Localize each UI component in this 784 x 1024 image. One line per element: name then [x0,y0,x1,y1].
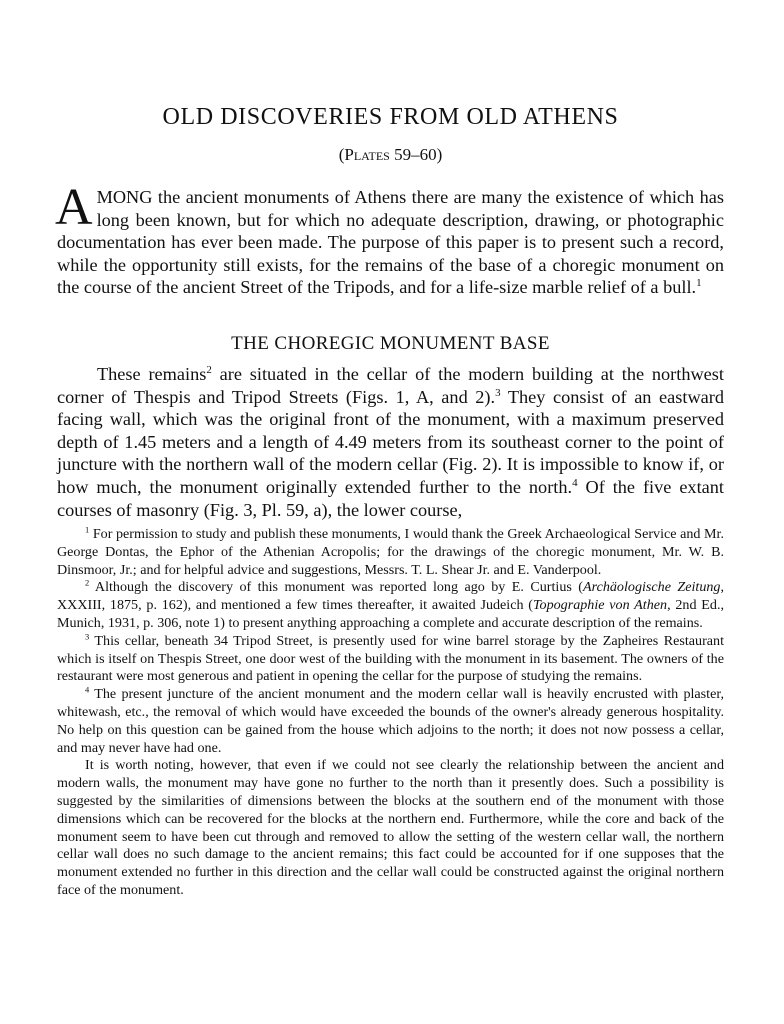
footnote-text-4: The present juncture of the ancient monument and the modern cellar wall is heavily encrusted with plaster, whitewash, etc., the removal of which would have exceeded the bounds of the owner's already generous hospitality. No help on this question can be gained from the house which adjoins to the north; it does not now possess a cellar, and may never have had one. [57,686,724,756]
footnote-2-text-b: , XXXIII, 1875, p. 162), and mentioned a few times thereafter, it awaited Judeich ( [57,579,724,614]
footnote-ref-2[interactable]: 2 [206,363,212,376]
plates-label: Plates [344,145,390,164]
article-title: OLD DISCOVERIES FROM OLD ATHENS [162,104,619,130]
footnotes [57,526,724,900]
plates-close-paren: ) [436,145,443,164]
footnote-number-3: 3 [85,631,90,642]
intro-paragraph [55,179,724,299]
footnote-2 [57,579,724,632]
footnote-2-text-a: Although the discovery of this monument was reported long ago by E. Curtius ( [89,579,584,596]
plates-reference [57,145,724,165]
choregic-text-3: They consist of an eastward facing wall, which was the original front of the monument, with a maximum preserved depth of 1.45 meters and a length of 4.49 meters from its southeast corner to the point of juncture with the northern wall of the modern cellar (Fig. 2). It is impossible to know if, or how much, the monument originally extended further to the north. [57,386,724,497]
footnote-4 [57,686,724,757]
footnote-number-1: 1 [85,524,90,535]
footnote-ref-3[interactable]: 3 [495,386,501,399]
choregic-paragraph [57,363,724,521]
footnote-3 [57,633,724,686]
footnote-4-continued: It is worth noting, however, that even if we could not see clearly the relationship between the ancient and modern walls, the monument may have gone no further to the north than it presently does. Such a possibility is suggested by the similarities of dimensions between the blocks at the southern end of the monument with those dimensions which can be recovered for the blocks at the northern end. Furthermore, while the core and back of the monument seem to have been cut through and removed to allow the setting of the western cellar wall, the northern cellar wall does no such damage to the ancient remains; this fact could be accounted for if one supposes that the monument extended no further in this direction and the cellar wall could be constructed against the original northern face of the monument. [57,757,724,898]
footnote-1 [57,526,724,579]
intro-text: MONG the ancient monuments of Athens there are many the existence of which has long been known, but for which no adequate description, drawing, or photographic documentation has ever been made. The purpose of this paper is to present such a record, while the opportunity still exists, for the remains of the base of a choregic monument on the course of the ancient Street of the Tripods, and for a life-size marble relief of a bull. [57,187,724,298]
footnote-ref-4[interactable]: 4 [572,476,578,489]
citation-title-archaologische: Archäologische Zeitung [583,579,721,596]
choregic-text-2: are situated in the cellar of the modern building at the northwest corner of Thespis and Tripod Streets (Figs. 1, A, and 2). [57,364,724,407]
footnote-number-2: 2 [85,577,90,588]
footnote-text-1: For permission to study and publish these monuments, I would thank the Greek Archaeological Service and Mr. George Dontas, the Ephor of the Athenian Acropolis; for the drawings of the choregic monument, Mr. W. B. Dinsmoor, Jr.; and for helpful advice and suggestions, Messrs. T. L. Shear Jr. and E. Vanderpool. [57,526,724,578]
footnote-text-3: This cellar, beneath 34 Tripod Street, is presently used for wine barrel storage by the Zapheires Restaurant which is itself on Thespis Street, one door west of the building with the monument in its basement. The owners of the restaurant were most generous and patient in opening the cellar for the purpose of studying the remains. [57,632,724,685]
footnote-ref-1[interactable]: 1 [696,277,702,290]
plates-range: 59–60 [389,145,437,164]
choregic-text-1: These remains [97,364,207,384]
section-heading: THE CHOREGIC MONUMENT BASE [231,333,550,354]
choregic-text-4: Of the five extant courses of masonry (Fig. 3, Pl. 59, a), the lower course, [57,476,724,520]
citation-title-topographie: Topographie von Athen [533,597,668,614]
footnote-2-text-c: , 2nd Ed., Munich, 1931, p. 306, note 1) to present anything approaching a complete and accurate description of the remains. [57,597,724,631]
drop-cap: A [55,179,93,236]
footnote-number-4: 4 [85,684,90,695]
plates-open-paren: ( [338,145,345,164]
